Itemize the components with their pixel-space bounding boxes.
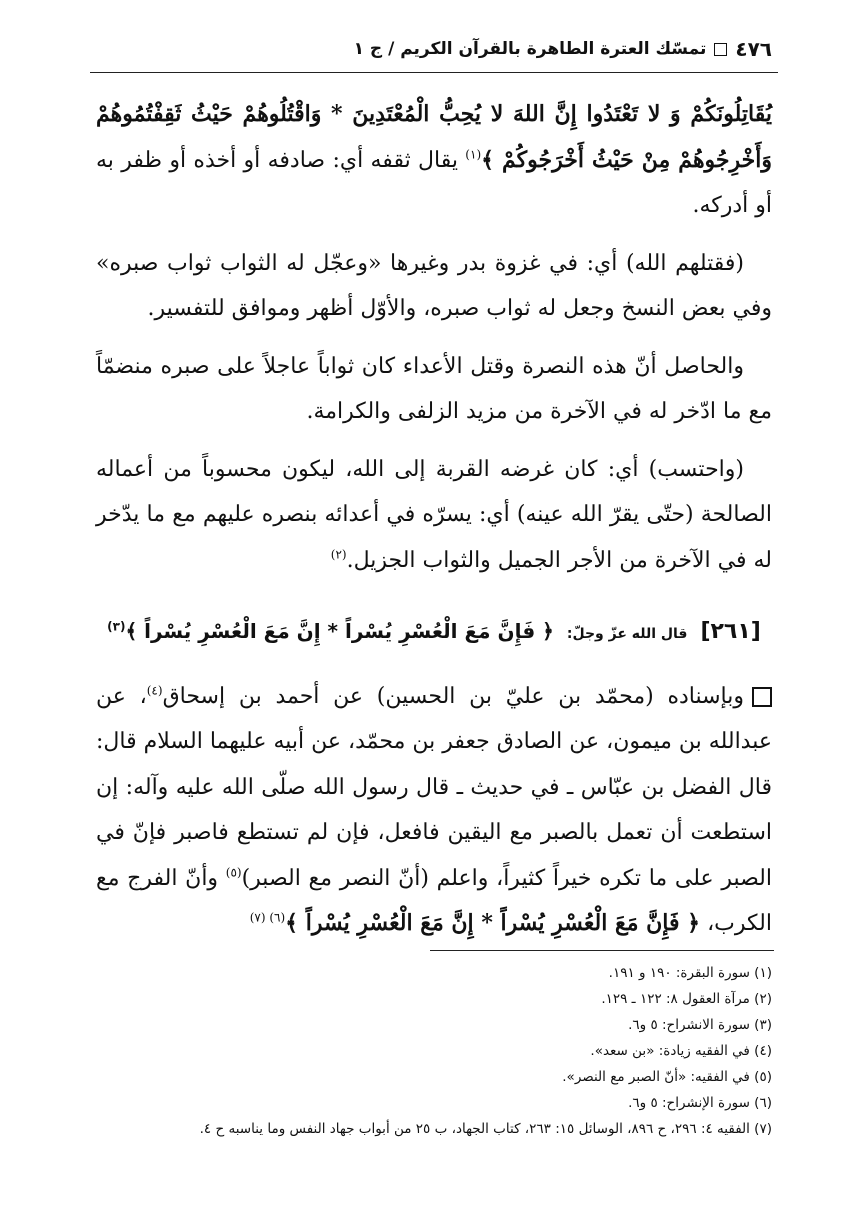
footnote-item: (٥) في الفقيه: «أنّ الصبر مع النصر».	[562, 1069, 772, 1085]
section-verse: ﴿ فَإِنَّ مَعَ الْعُسْرِ يُسْراً * إِنَّ مَعَ الْعُسْرِ يُسْراً ﴾	[125, 619, 554, 643]
footnotes	[96, 960, 772, 1142]
footnote-ref-2: (٢)	[330, 547, 347, 562]
footnote-item: (٤) في الفقيه زيادة: «بن سعد».	[590, 1043, 772, 1059]
paragraph-2: (فقتلهم الله) أي: في غزوة بدر وغيرها «وعجّل له الثواب ثواب صبره» وفي بعض النسخ وجعل له ثواب صبره، والأوّل أظهر وموافق للتفسير.	[96, 250, 772, 321]
footnote-divider	[430, 950, 774, 951]
footnote-ref-1: (١)	[465, 147, 482, 162]
running-title: تمسّك العترة الطاهرة بالقرآن الكريم / ج ١	[353, 39, 707, 59]
section-intro: قال الله عزّ وجلّ:	[566, 626, 688, 642]
quran-verse-1: يُقَاتِلُونَكُمْ وَ لا تَعْتَدُوا إِنَّ اللهَ لا يُحِبُّ الْمُعْتَدِينَ * وَاقْتُلُوهُمْ حَيْثُ ثَقِفْتُمُوهُمْ وَأَخْرِجُوهُمْ مِنْ حَيْثُ أَخْرَجُوكُمْ ﴾	[96, 101, 772, 173]
paragraph-1	[96, 92, 772, 229]
footnote-item: (٦) سورة الإنشراح: ٥ و٦.	[628, 1095, 772, 1111]
main-text	[96, 92, 772, 959]
paragraph-4-text: (واحتسب) أي: كان غرضه القربة إلى الله، ليكون محسوباً من أعماله الصالحة (حتّى يقرّ الله عينه) أي: يسرّه في أعدائه بنصره عليهم مع ما يدّخر له في الآخرة من الأجر الجميل والثواب الجزيل.	[96, 456, 772, 573]
section-heading	[96, 609, 772, 658]
section-number: [٢٦١]	[700, 619, 761, 644]
footnote-item: (١) سورة البقرة: ١٩٠ و ١٩١.	[608, 965, 772, 981]
header-divider	[90, 72, 778, 73]
footnote-item: (٢) مرآة العقول ٨: ١٢٢ ـ ١٢٩.	[601, 991, 772, 1007]
hadith-verse: ﴿ فَإِنَّ مَعَ الْعُسْرِ يُسْراً * إِنَّ مَعَ الْعُسْرِ يُسْراً ﴾	[285, 910, 701, 936]
footnote-ref-5: (٥)	[225, 865, 242, 880]
paragraph-3: والحاصل أنّ هذه النصرة وقتل الأعداء كان ثواباً عاجلاً على صبره منضمّاً مع ما ادّخر له في الآخرة من مزيد الزلفى والكرامة.	[96, 353, 772, 424]
footnote-ref-3: (٣)	[107, 619, 126, 634]
hadith-paragraph	[96, 674, 772, 947]
square-ornament-icon	[714, 43, 727, 56]
footnote-item: (٧) الفقيه ٤: ٢٩٦، ح ٨٩٦، الوسائل ١٥: ٢٦٣، كتاب الجهاد، ب ٢٥ من أبواب جهاد النفس وما يناسبه ح ٤.	[199, 1121, 772, 1137]
hadith-text-2: ، عن عبدالله بن ميمون، عن الصادق جعفر بن محمّد، عن أبيه عليهما السلام قال: قال الفضل بن عبّاس ـ في حديث ـ قال رسول الله صلّى الله عليه وآله: إن استطعت أن تعمل بالصبر مع اليقين فافعل، فإن لم تستطع فاصبر فإنّ في الصبر على ما تكره خيراً كثيراً، واعلم (أنّ النصر مع الصبر)	[96, 683, 772, 891]
footnote-ref-6-7: (٦) (٧)	[249, 910, 286, 925]
paragraph-1-commentary: يقال ثقفه أي: صادفه أو أخذه أو ظفر به أو أدركه.	[96, 147, 772, 218]
hadith-marker-icon	[752, 687, 772, 707]
page-number: ٤٧٦	[735, 37, 772, 61]
hadith-text-3: وأنّ الفرج مع الكرب،	[96, 865, 772, 936]
footnote-ref-4: (٤)	[146, 683, 163, 698]
paragraph-4	[96, 447, 772, 584]
footnote-item: (٣) سورة الانشراح: ٥ و٦.	[628, 1017, 772, 1033]
running-header	[96, 34, 772, 64]
hadith-text-1: وبإسناده (محمّد بن عليّ بن الحسين) عن أحمد بن إسحاق	[162, 683, 745, 709]
